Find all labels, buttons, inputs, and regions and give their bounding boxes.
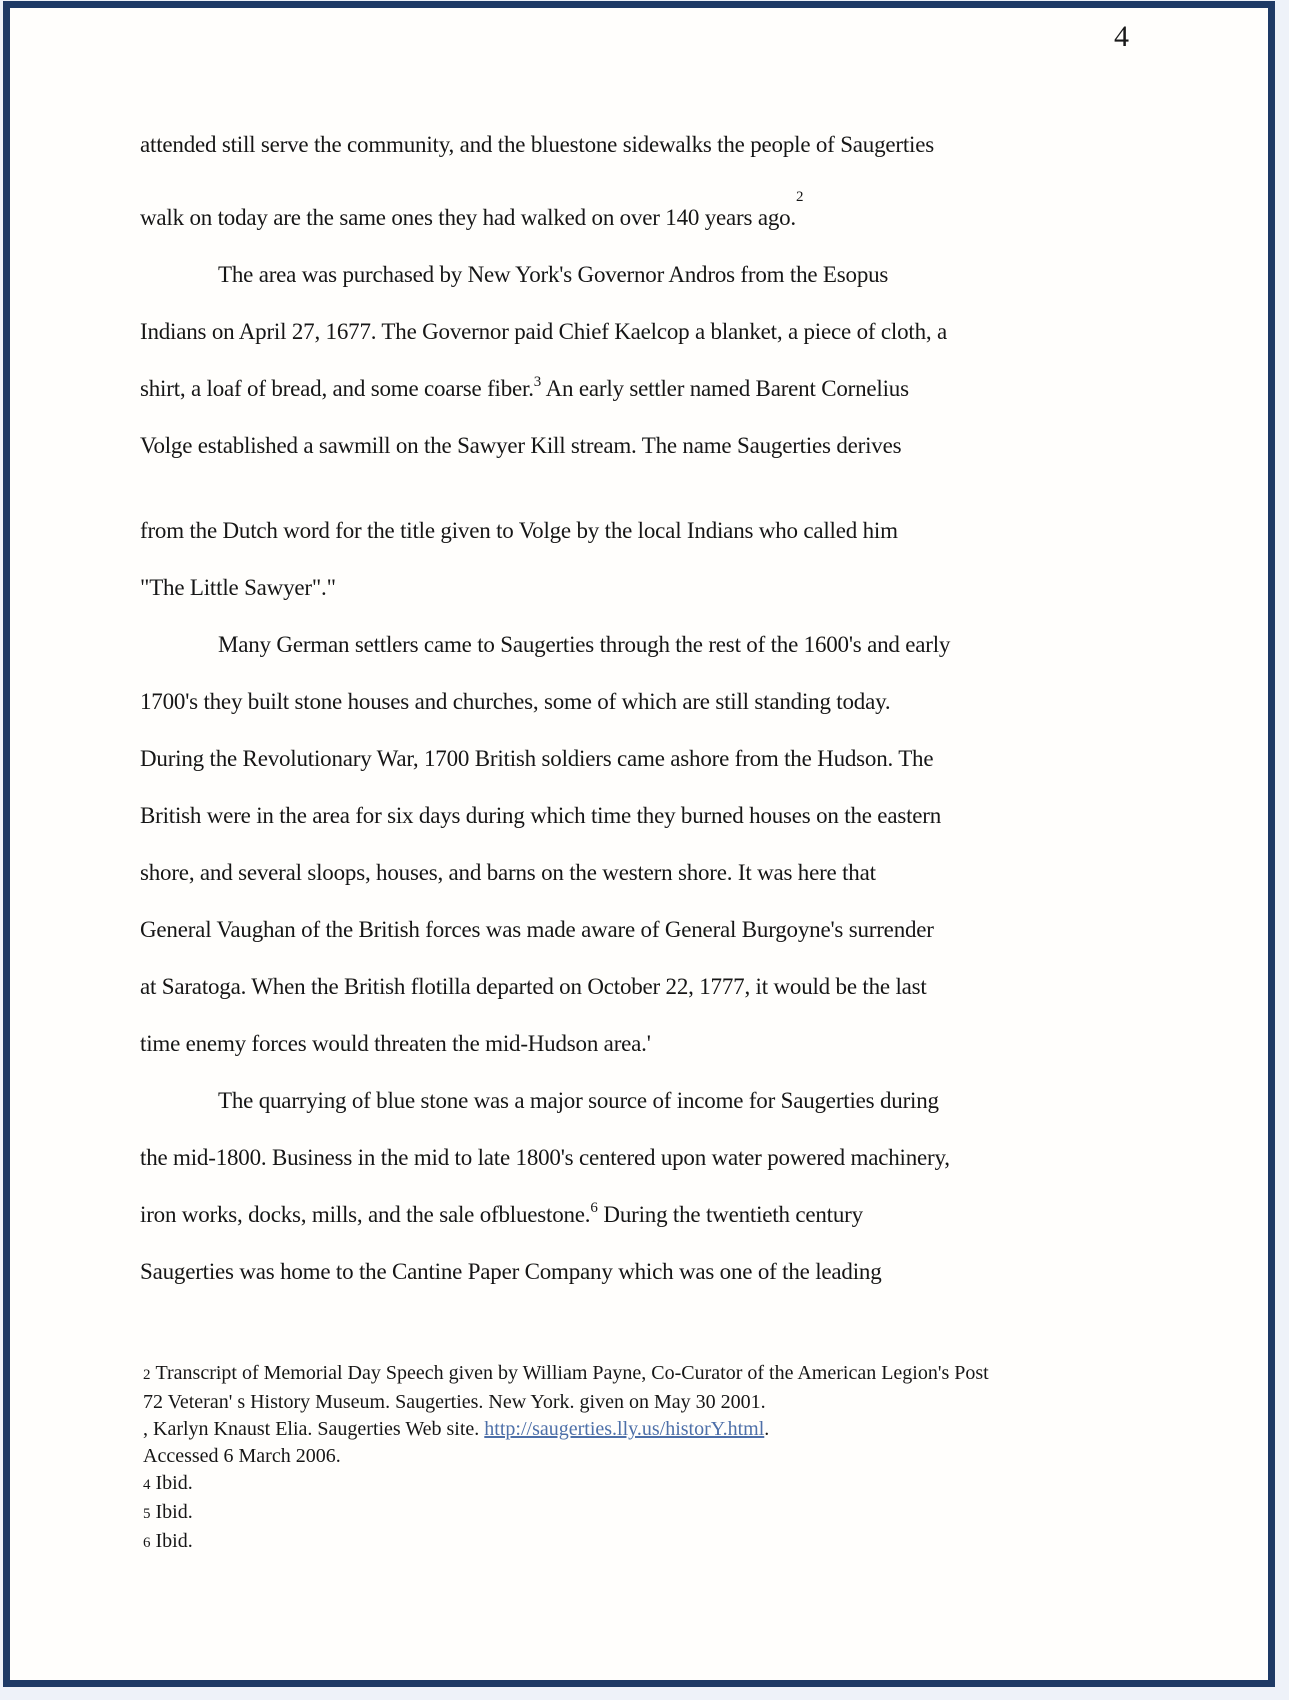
- body-line: at Saratoga. When the British flotilla departed on October 22, 1777, it would be the last: [140, 974, 927, 999]
- body-line: 1700's they built stone houses and churches, some of which are still standing today.: [140, 689, 891, 714]
- footnote-ref-6: 6: [590, 1200, 598, 1216]
- body-line: from the Dutch word for the title given to Volge by the local Indians who called him: [140, 518, 898, 543]
- body-line: iron works, docks, mills, and the sale ofbluestone.$^6$ During the twentieth century: [140, 1200, 863, 1227]
- body-line: Volge established a sawmill on the Sawyer Kill stream. The name Saugerties derives: [140, 433, 902, 458]
- footnote-ref-3: 3: [533, 374, 542, 390]
- body-line: time enemy forces would threaten the mid-Hudson area.': [140, 1031, 651, 1056]
- body-line: "The Little Sawyer".": [140, 575, 336, 600]
- footnotes-section: [143, 1360, 1093, 1557]
- footnote-line: 72 Veteran' s History Museum. Saugerties. New York. given on May 30 2001.: [143, 1391, 766, 1413]
- footnote-line: 4 Ibid.: [143, 1472, 193, 1494]
- body-line: During the Revolutionary War, 1700 British soldiers came ashore from the Hudson. The: [140, 746, 934, 771]
- footnote-line: 2 Transcript of Memorial Day Speech given by William Payne, Co-Curator of the American Legion's Post: [143, 1362, 989, 1384]
- body-line: Indians on April 27, 1677. The Governor paid Chief Kaelcop a blanket, a piece of cloth, a: [140, 319, 947, 344]
- body-line: General Vaughan of the British forces was made aware of General Burgoyne's surrender: [140, 917, 934, 942]
- footnote-number: 2: [143, 1367, 151, 1383]
- footnote-line: , Karlyn Knaust Elia. Saugerties Web site. http://saugerties.lly.us/historY.html.: [143, 1418, 770, 1440]
- body-line: British were in the area for six days during which time they burned houses on the eastern: [140, 803, 942, 828]
- body-line: The quarrying of blue stone was a major source of income for Saugerties during: [218, 1088, 939, 1113]
- footnote-number: 6: [143, 1535, 151, 1551]
- body-line: shirt, a loaf of bread, and some coarse fiber.$^3$ An early settler named Barent Cornelius: [140, 374, 909, 401]
- body-line: walk on today are the same ones they had walked on over 140 years ago.$^2$: [140, 189, 804, 230]
- body-line: shore, and several sloops, houses, and barns on the western shore. It was here that: [140, 860, 876, 885]
- footnote-number: 4: [143, 1477, 151, 1493]
- body-line: The area was purchased by New York's Governor Andros from the Esopus: [218, 262, 889, 287]
- footnote-number: 5: [143, 1506, 151, 1522]
- body-line: Saugerties was home to the Cantine Paper Company which was one of the leading: [140, 1259, 882, 1284]
- body-line: attended still serve the community, and the bluestone sidewalks the people of Saugerties: [140, 132, 935, 157]
- footnote-ref-2: 2: [795, 189, 804, 205]
- footnote-line: Accessed 6 March 2006.: [143, 1445, 341, 1467]
- saugerties-website-link[interactable]: http://saugerties.lly.us/historY.html: [484, 1418, 765, 1440]
- page-number: 4: [1114, 20, 1129, 53]
- footnote-line: 5 Ibid.: [143, 1501, 193, 1523]
- footnote-line: 6 Ibid.: [143, 1530, 193, 1552]
- body-line: the mid-1800. Business in the mid to late 1800's centered upon water powered machinery,: [140, 1145, 950, 1170]
- body-text: [140, 116, 1080, 1300]
- body-line: Many German settlers came to Saugerties through the rest of the 1600's and early: [218, 632, 951, 657]
